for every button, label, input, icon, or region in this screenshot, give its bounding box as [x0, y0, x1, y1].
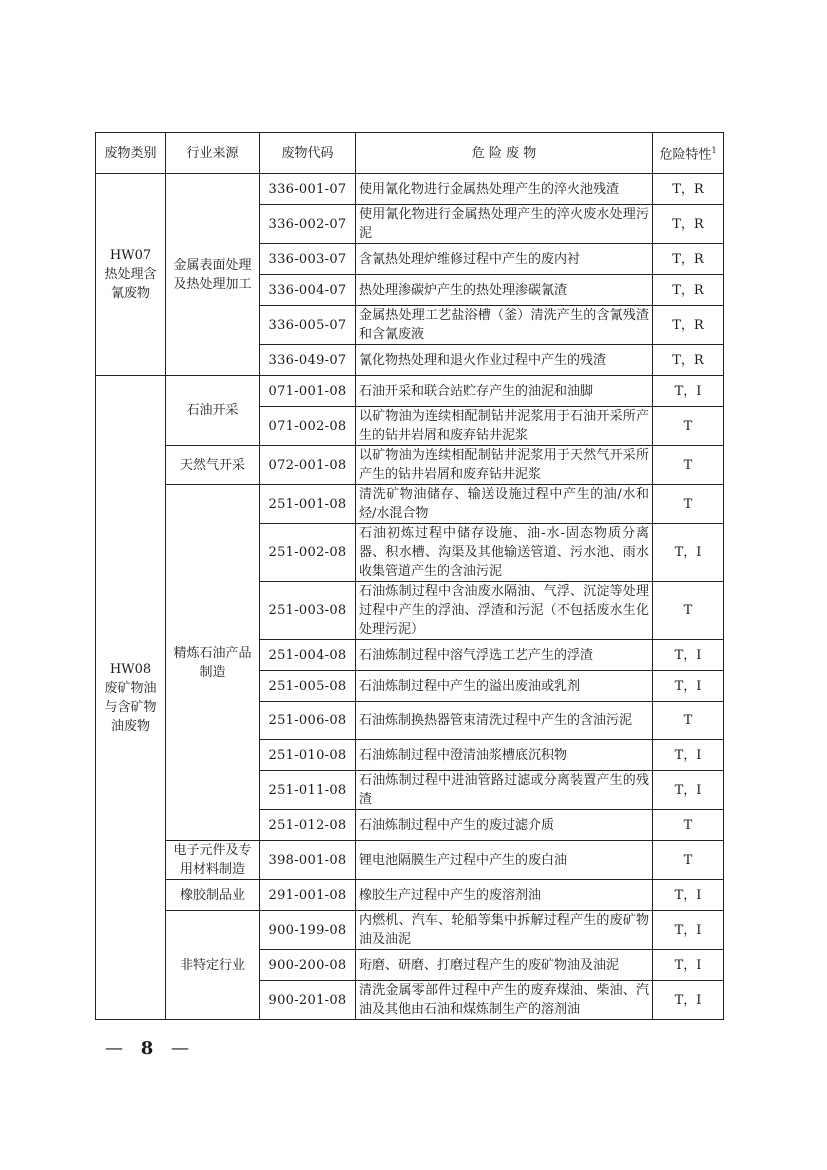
- table-row: [96, 376, 724, 407]
- hazard-property-cell: T: [653, 446, 724, 485]
- industry-source-cell: 电子元件及专 用材料制造: [166, 841, 260, 880]
- header-code: 废物代码: [260, 133, 356, 174]
- header-hazard-label: 危险特性: [659, 147, 712, 163]
- industry-source-cell: 橡胶制品业: [166, 880, 260, 911]
- table-row: [96, 880, 724, 911]
- hazard-property-cell: T: [653, 810, 724, 841]
- footer-dash-left: —: [105, 1037, 125, 1059]
- waste-description-cell: 珩磨、研磨、打磨过程产生的废矿物油及油泥: [356, 950, 653, 981]
- waste-code-cell: 336-004-07: [260, 275, 356, 306]
- waste-description-cell: 石油炼制换热器管束清洗过程中产生的含油污泥: [356, 702, 653, 740]
- waste-code-cell: 251-006-08: [260, 702, 356, 740]
- header-waste: 危 险 废 物: [356, 133, 653, 174]
- hazard-property-cell: T，R: [653, 244, 724, 275]
- industry-source-cell: 石油开采: [166, 376, 260, 446]
- table-header-row: [96, 133, 724, 174]
- hazard-property-cell: T，I: [653, 640, 724, 671]
- waste-code-cell: 336-001-07: [260, 174, 356, 205]
- table-row: [96, 911, 724, 950]
- waste-description-cell: 使用氰化物进行金属热处理产生的淬火池残渣: [356, 174, 653, 205]
- hazard-property-cell: T，I: [653, 950, 724, 981]
- table-row: [96, 485, 724, 524]
- waste-code-cell: 336-003-07: [260, 244, 356, 275]
- industry-source-cell: 金属表面处理 及热处理加工: [166, 174, 260, 376]
- waste-description-cell: 石油炼制过程中产生的废过滤介质: [356, 810, 653, 841]
- waste-description-cell: 石油炼制过程中溶气浮选工艺产生的浮渣: [356, 640, 653, 671]
- waste-description-cell: 石油炼制过程中进油管路过滤或分离装置产生的残渣: [356, 771, 653, 810]
- page-footer: [105, 1037, 191, 1059]
- header-category: 废物类别: [96, 133, 166, 174]
- waste-code-cell: 072-001-08: [260, 446, 356, 485]
- hazard-property-cell: T，R: [653, 345, 724, 376]
- waste-code-cell: 251-010-08: [260, 740, 356, 771]
- table-row: [96, 841, 724, 880]
- hazard-property-cell: T，R: [653, 205, 724, 244]
- waste-code-cell: 291-001-08: [260, 880, 356, 911]
- table-row: [96, 446, 724, 485]
- waste-code-cell: 251-001-08: [260, 485, 356, 524]
- waste-description-cell: 以矿物油为连续相配制钻井泥浆用于天然气开采所产生的钻井岩屑和废弃钻井泥浆: [356, 446, 653, 485]
- hazard-property-cell: T，I: [653, 376, 724, 407]
- waste-code-cell: 398-001-08: [260, 841, 356, 880]
- hazard-property-cell: T，R: [653, 275, 724, 306]
- waste-code-cell: 336-049-07: [260, 345, 356, 376]
- waste-code-cell: 251-011-08: [260, 771, 356, 810]
- table-row: [96, 174, 724, 205]
- waste-description-cell: 使用氰化物进行金属热处理产生的淬火废水处理污泥: [356, 205, 653, 244]
- hazard-property-cell: T，I: [653, 740, 724, 771]
- waste-code-cell: 071-002-08: [260, 407, 356, 446]
- waste-code-cell: 900-201-08: [260, 981, 356, 1020]
- waste-description-cell: 金属热处理工艺盐浴槽（釜）清洗产生的含氰残渣和含氰废液: [356, 306, 653, 345]
- waste-code-cell: 900-200-08: [260, 950, 356, 981]
- waste-description-cell: 石油炼制过程中澄清油浆槽底沉积物: [356, 740, 653, 771]
- waste-description-cell: 热处理渗碳炉产生的热处理渗碳氰渣: [356, 275, 653, 306]
- waste-code-cell: 251-003-08: [260, 582, 356, 640]
- waste-description-cell: 清洗金属零部件过程中产生的废弃煤油、柴油、汽油及其他由石油和煤炼制生产的溶剂油: [356, 981, 653, 1020]
- waste-code-cell: 251-004-08: [260, 640, 356, 671]
- waste-code-cell: 251-002-08: [260, 524, 356, 582]
- hazard-property-cell: T，I: [653, 880, 724, 911]
- industry-source-cell: 天然气开采: [166, 446, 260, 485]
- waste-code-cell: 900-199-08: [260, 911, 356, 950]
- waste-description-cell: 橡胶生产过程中产生的废溶剂油: [356, 880, 653, 911]
- waste-code-cell: 251-012-08: [260, 810, 356, 841]
- waste-description-cell: 石油炼制过程中含油废水隔油、气浮、沉淀等处理过程中产生的浮油、浮渣和污泥（不包括废水生化处理污泥）: [356, 582, 653, 640]
- hazard-property-cell: T: [653, 582, 724, 640]
- footer-dash-right: —: [171, 1037, 191, 1059]
- hazard-property-cell: T: [653, 702, 724, 740]
- waste-description-cell: 内燃机、汽车、轮船等集中拆解过程产生的废矿物油及油泥: [356, 911, 653, 950]
- waste-category-cell: HW07 热处理含 氰废物: [96, 174, 166, 376]
- hazard-property-cell: T，I: [653, 671, 724, 702]
- waste-description-cell: 石油初炼过程中储存设施、油-水-固态物质分离器、积水槽、沟渠及其他输送管道、污水池、雨水收集管道产生的含油污泥: [356, 524, 653, 582]
- hazard-property-cell: T: [653, 841, 724, 880]
- header-hazard-footnote: 1: [711, 146, 717, 156]
- waste-description-cell: 以矿物油为连续相配制钻井泥浆用于石油开采所产生的钻井岩屑和废弃钻井泥浆: [356, 407, 653, 446]
- waste-description-cell: 石油开采和联合站贮存产生的油泥和油脚: [356, 376, 653, 407]
- hazard-property-cell: T，R: [653, 306, 724, 345]
- hazard-property-cell: T，R: [653, 174, 724, 205]
- hazard-property-cell: T: [653, 485, 724, 524]
- hazard-property-cell: T，I: [653, 524, 724, 582]
- waste-description-cell: 清洗矿物油储存、输送设施过程中产生的油/水和烃/水混合物: [356, 485, 653, 524]
- waste-description-cell: 石油炼制过程中产生的溢出废油或乳剂: [356, 671, 653, 702]
- hazard-property-cell: T，I: [653, 771, 724, 810]
- industry-source-cell: 精炼石油产品 制造: [166, 485, 260, 841]
- waste-description-cell: 氰化物热处理和退火作业过程中产生的残渣: [356, 345, 653, 376]
- header-industry: 行业来源: [166, 133, 260, 174]
- waste-code-cell: 071-001-08: [260, 376, 356, 407]
- industry-source-cell: 非特定行业: [166, 911, 260, 1020]
- hazardous-waste-table: [95, 132, 724, 1020]
- header-hazard: [653, 133, 724, 174]
- waste-description-cell: 锂电池隔膜生产过程中产生的废白油: [356, 841, 653, 880]
- hazard-property-cell: T，I: [653, 981, 724, 1020]
- waste-description-cell: 含氰热处理炉维修过程中产生的废内衬: [356, 244, 653, 275]
- waste-code-cell: 336-002-07: [260, 205, 356, 244]
- hazard-property-cell: T: [653, 407, 724, 446]
- waste-code-cell: 251-005-08: [260, 671, 356, 702]
- hazard-property-cell: T，I: [653, 911, 724, 950]
- waste-code-cell: 336-005-07: [260, 306, 356, 345]
- page-number: 8: [140, 1037, 156, 1059]
- waste-category-cell: HW08 废矿物油 与含矿物 油废物: [96, 376, 166, 1020]
